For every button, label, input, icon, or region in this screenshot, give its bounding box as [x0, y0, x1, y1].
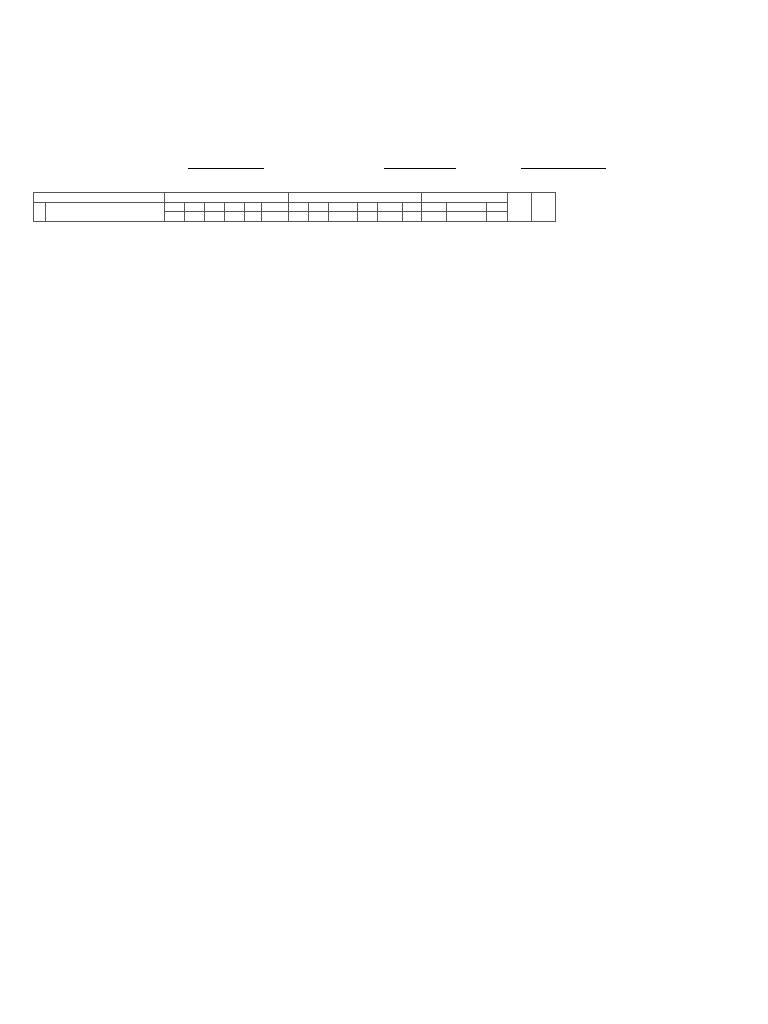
- wo-col-3: [205, 202, 225, 212]
- summative-test-header: [422, 193, 508, 203]
- written-output-header: [165, 193, 289, 203]
- number-header: [34, 202, 46, 221]
- wo-percent-header: [289, 202, 309, 212]
- wo-col-1: [165, 202, 185, 212]
- wo-col-4: [225, 202, 245, 212]
- wo-col-2: [185, 202, 205, 212]
- performance-task-header: [289, 193, 422, 203]
- st-percent-header: [487, 202, 508, 212]
- male-header: [46, 212, 165, 222]
- wo-rating-header: [262, 202, 289, 212]
- pt-col-1: [309, 202, 329, 212]
- school-header: [0, 49, 768, 59]
- subject-value: [384, 168, 456, 169]
- st-rating-header: [447, 202, 487, 212]
- name-header: [34, 193, 165, 203]
- pt-percent-header: [403, 202, 422, 212]
- grade-section-value: [188, 168, 264, 169]
- final-grade-header: [532, 193, 556, 222]
- class-record-table-page1: [33, 192, 556, 222]
- initial-grade-header: [508, 193, 532, 222]
- pt-total-header: [358, 202, 378, 212]
- wo-total-header: [245, 202, 262, 212]
- pt-col-2: [329, 202, 358, 212]
- pt-rating-header: [378, 202, 403, 212]
- teacher-value: [521, 168, 606, 169]
- st-col-1: [422, 202, 447, 212]
